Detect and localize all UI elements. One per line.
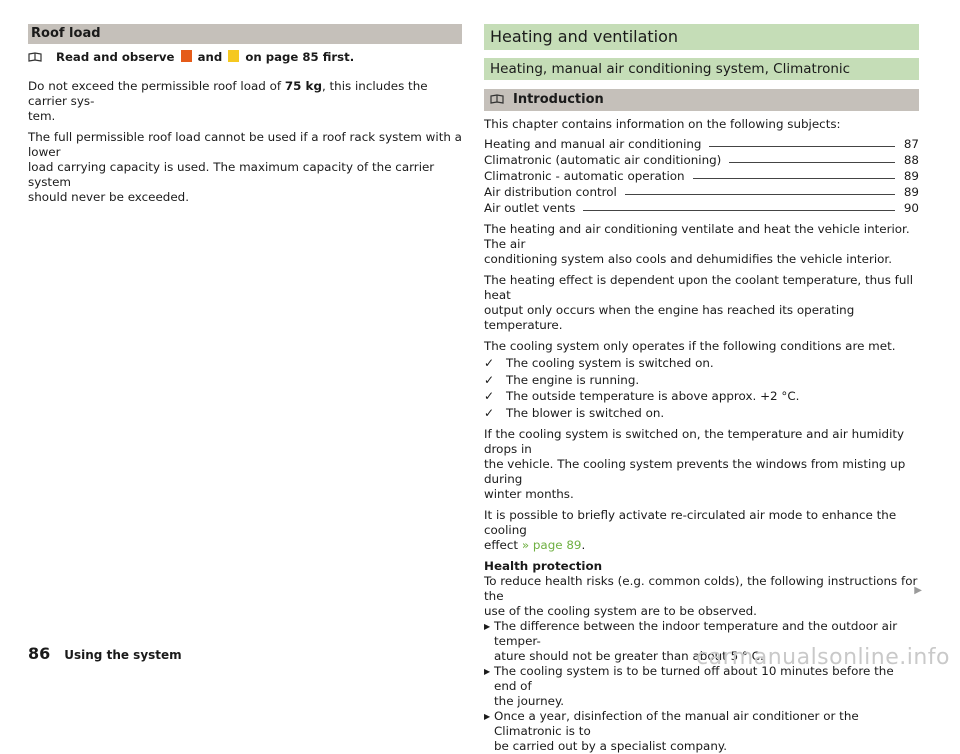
toc-leader [693, 178, 895, 179]
toc-entry[interactable] [484, 168, 919, 184]
toc-label[interactable]: Heating and manual air conditioning [484, 137, 702, 151]
introduction-heading [484, 89, 919, 111]
text: use of the cooling system are to be observed. [484, 604, 757, 618]
page-footer [28, 644, 182, 663]
footer-title: Using the system [64, 648, 182, 662]
toc-label[interactable]: Air distribution control [484, 185, 617, 199]
toc-label[interactable]: Climatronic (automatic air conditioning) [484, 153, 722, 167]
text: The blower is switched on. [506, 405, 665, 420]
observe-mid: and [197, 50, 223, 64]
text: the vehicle. The cooling system prevents the windows from misting up during [484, 457, 906, 486]
section-heading: Heating, manual air conditioning system, Climatronic [484, 58, 919, 80]
text: To reduce health risks (e.g. common colds), the following instructions for the [484, 574, 918, 603]
text: output only occurs when the engine has reached its operating temperature. [484, 303, 855, 332]
toc-leader [709, 146, 895, 147]
observe-pre: Read and observe [56, 50, 175, 64]
text: Once a year, disinfection of the manual air conditioner or the Climatronic is to [494, 709, 859, 738]
toc-leader [729, 162, 895, 163]
list-item [484, 388, 919, 405]
health-protection-heading: Health protection [484, 559, 603, 573]
page-link[interactable]: » page 89 [521, 538, 582, 552]
paragraph-heating-ac [484, 222, 919, 267]
triangle-bullet-icon: ▶ [484, 667, 491, 676]
list-item [484, 709, 919, 754]
toc-page[interactable]: 89 [903, 169, 919, 183]
text: . [581, 538, 586, 552]
toc-entry[interactable] [484, 136, 919, 152]
roof-load-paragraph-2 [28, 130, 462, 205]
watermark: carmanualsonline.info [696, 645, 950, 670]
text: tem. [28, 109, 56, 123]
roof-load-paragraph-1 [28, 79, 462, 124]
chapter-heading: Heating and ventilation [484, 24, 919, 50]
text: The full permissible roof load cannot be used if a roof rack system with a lower [28, 130, 462, 159]
toc-page[interactable]: 90 [903, 201, 919, 215]
triangle-bullet-icon: ▶ [484, 622, 491, 631]
text: be carried out by a specialist company. [494, 739, 727, 753]
left-column [28, 24, 462, 205]
health-intro [484, 574, 919, 619]
toc-entry[interactable] [484, 152, 919, 168]
roof-load-heading: Roof load [28, 24, 462, 44]
triangle-bullet-icon: ▶ [484, 712, 491, 721]
list-item [484, 355, 919, 372]
text: The heating effect is dependent upon the coolant temperature, thus full heat [484, 273, 914, 302]
introduction-label: Introduction [513, 92, 604, 107]
toc-entry[interactable] [484, 184, 919, 200]
table-of-contents [484, 136, 919, 216]
text: Do not exceed the permissible roof load of [28, 79, 285, 93]
triangle-right-icon: ▶ [914, 585, 922, 596]
warning-icon [181, 50, 192, 62]
warning-icon [228, 50, 239, 62]
health-list [484, 619, 919, 754]
paragraph-heating-effect [484, 273, 919, 333]
roof-load-value: 75 kg [284, 79, 322, 93]
text: winter months. [484, 487, 574, 501]
list-item [484, 664, 919, 709]
text: load carrying capacity is used. The maximum capacity of the carrier system [28, 160, 435, 189]
intro-text: This chapter contains information on the following subjects: [484, 117, 841, 131]
text: The difference between the indoor temperature and the outdoor air temper- [494, 619, 898, 648]
text: effect [484, 538, 522, 552]
toc-leader [583, 210, 895, 211]
text: It is possible to briefly activate re-circulated air mode to enhance the cooling [484, 508, 897, 537]
text [494, 709, 919, 754]
check-icon: ✓ [484, 405, 495, 420]
toc-label[interactable]: Climatronic - automatic operation [484, 169, 685, 183]
text: The engine is running. [506, 372, 640, 387]
observe-post: on page 85 first. [245, 50, 355, 64]
check-icon: ✓ [484, 356, 495, 370]
text: The heating and air conditioning ventilate and heat the vehicle interior. The air [484, 222, 910, 251]
toc-page[interactable]: 89 [903, 185, 919, 199]
paragraph-recirculation [484, 508, 919, 553]
text: the journey. [494, 694, 565, 708]
toc-entry[interactable] [484, 200, 919, 216]
toc-page[interactable]: 87 [903, 137, 919, 151]
book-icon [28, 52, 42, 62]
text: should never be exceeded. [28, 190, 189, 204]
conditions-list [484, 355, 919, 421]
page-number: 86 [28, 644, 51, 663]
check-icon: ✓ [484, 389, 495, 403]
toc-leader [625, 194, 895, 195]
observe-note [28, 50, 462, 65]
text: The outside temperature is above approx. +2 °C. [506, 389, 800, 403]
text: ature should not be greater than about 5 ° C. [494, 649, 764, 663]
text: If the cooling system is switched on, the temperature and air humidity drops in [484, 427, 905, 456]
check-icon: ✓ [484, 372, 495, 387]
text: The cooling system is to be turned off about 10 minutes before the end of [494, 664, 894, 693]
toc-page[interactable]: 88 [903, 153, 919, 167]
paragraph-conditions: The cooling system only operates if the following conditions are met. [484, 339, 896, 353]
book-icon [490, 94, 504, 104]
text: The cooling system is switched on. [506, 356, 714, 370]
toc-label[interactable]: Air outlet vents [484, 201, 576, 215]
text: , this includes the carrier sys- [28, 79, 428, 108]
list-item [484, 372, 919, 389]
text: conditioning system also cools and dehumidifies the vehicle interior. [484, 252, 893, 266]
list-item [484, 405, 919, 422]
text [494, 664, 919, 709]
paragraph-cooling-effect [484, 427, 919, 502]
